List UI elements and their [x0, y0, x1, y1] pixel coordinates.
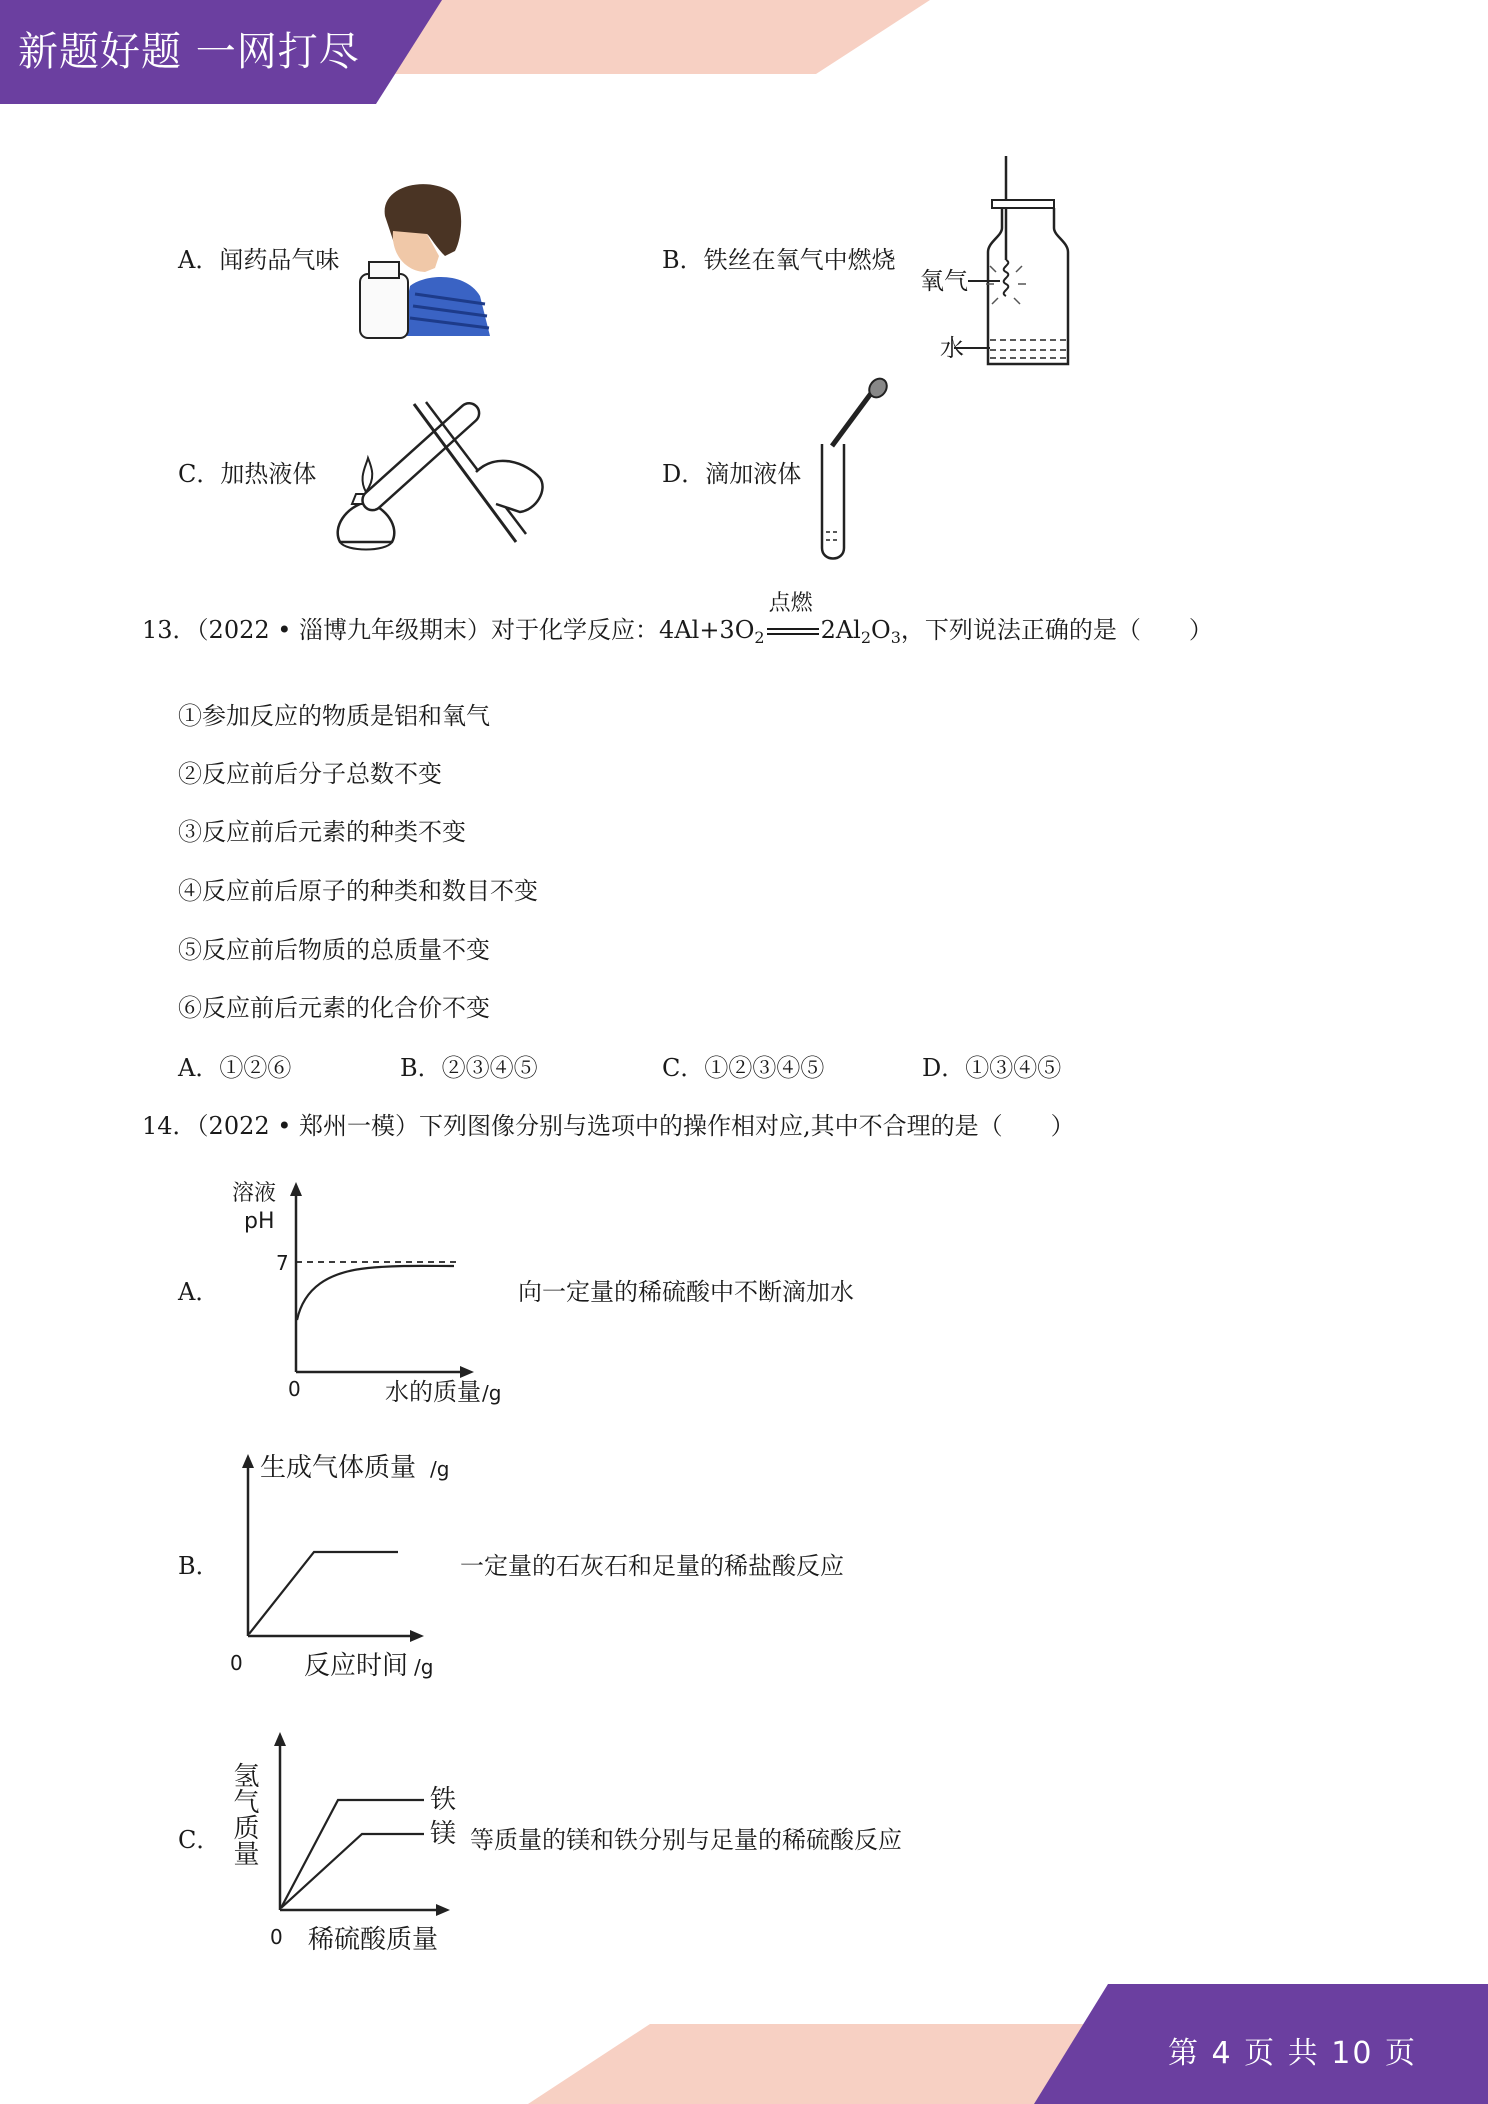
option-text: 加热液体 [220, 460, 317, 488]
q12-option-d [662, 458, 801, 490]
hand-icon [476, 461, 543, 512]
choice-text: ①②③④⑤ [704, 1054, 825, 1082]
y-axis-arrow-icon [290, 1182, 302, 1196]
x-axis-arrow-icon [436, 1904, 450, 1916]
origin-label: 0 [270, 1925, 283, 1949]
y-tick-label: 7 [276, 1251, 289, 1275]
question-source: （2022 • 郑州一模） [196, 1112, 420, 1140]
test-tube-icon [358, 399, 483, 514]
series-label-mg: 镁 [430, 1819, 457, 1849]
x-axis-unit: /g [414, 1655, 434, 1679]
option-letter: B． [662, 246, 704, 274]
choice-text: ①③④⑤ [965, 1054, 1062, 1082]
smelling-person-illustration [355, 176, 495, 346]
option-letter: D． [662, 460, 706, 488]
choice-letter: C． [662, 1054, 705, 1082]
q13-choice-b [400, 1052, 538, 1084]
x-axis-label: 水的质量 [385, 1378, 481, 1406]
q14-option-a-text: 向一定量的稀硫酸中不断滴加水 [518, 1278, 854, 1306]
equation-subscript: 2 [754, 628, 765, 647]
option-letter: A． [178, 246, 220, 274]
equation-arrow [765, 590, 821, 642]
q14-option-c-text: 等质量的镁和铁分别与足量的稀硫酸反应 [470, 1826, 902, 1854]
choice-text: ②③④⑤ [441, 1054, 538, 1082]
choice-letter: D． [922, 1054, 966, 1082]
option-text: 铁丝在氧气中燃烧 [703, 246, 896, 274]
series-line-fe [281, 1800, 424, 1908]
y-axis-arrow-icon [242, 1454, 254, 1468]
q13-choice-d [922, 1052, 1061, 1084]
iron-wire-burning-bottle-illustration [918, 152, 1078, 368]
header-title: 新题好题 一网打尽 [18, 29, 360, 75]
q13-statement-1: ①参加反应的物质是铝和氧气 [178, 702, 490, 730]
x-axis-label: 稀硫酸质量 [308, 1925, 439, 1955]
y-axis-arrow-icon [274, 1732, 286, 1746]
x-axis-label: 反应时间 [304, 1651, 409, 1681]
question-stem: 对于化学反应： [491, 616, 660, 644]
x-axis-arrow-icon [410, 1630, 424, 1642]
q13-statement-4: ④反应前后原子的种类和数目不变 [178, 877, 538, 905]
chart-a [228, 1170, 528, 1410]
choice-text: ①②⑥ [219, 1054, 292, 1082]
dropper-test-tube-illustration [812, 376, 902, 566]
series-label-fe: 铁 [430, 1785, 457, 1815]
x-axis-unit: /g [482, 1381, 502, 1405]
test-tube-icon [822, 444, 844, 559]
choice-letter: B． [400, 1054, 442, 1082]
q12-option-a [178, 244, 339, 276]
q14-stem [142, 1110, 1075, 1142]
option-text: 滴加液体 [705, 460, 802, 488]
y-axis-label: 溶液 [232, 1181, 277, 1206]
oxygen-label: 氧气 [920, 267, 968, 295]
series-line-mg [281, 1834, 424, 1908]
equation-subscript: 2 [860, 628, 872, 647]
q14-option-c-letter: C． [178, 1826, 221, 1854]
header-accent-stripe [358, 0, 930, 74]
choice-letter: A． [178, 1054, 220, 1082]
chart-c [226, 1722, 476, 1962]
equation-product: 2Al [820, 616, 861, 644]
y-axis-label: 氢气质量 [229, 1762, 259, 1866]
q14-option-b-text: 一定量的石灰石和足量的稀盐酸反应 [460, 1552, 844, 1580]
dropper-icon [832, 392, 872, 446]
y-axis-unit: /g [430, 1457, 450, 1481]
y-axis-label: 生成气体质量 [260, 1453, 417, 1483]
question-stem: ，下列说法正确的是（ ） [900, 616, 1213, 644]
q13-choice-c [662, 1052, 824, 1084]
option-letter: C． [178, 460, 221, 488]
question-number: 14． [142, 1112, 197, 1140]
footer-accent-stripe [528, 2024, 1120, 2104]
q14-option-b-letter: B． [178, 1552, 220, 1580]
q12-option-b [662, 244, 896, 276]
q13-statement-5: ⑤反应前后物质的总质量不变 [178, 936, 490, 964]
equation-reactants: 4Al+3O [659, 616, 755, 644]
origin-label: 0 [288, 1377, 301, 1401]
q13-statement-6: ⑥反应前后元素的化合价不变 [178, 994, 490, 1022]
reaction-condition: 点燃 [768, 590, 813, 616]
question-stem: 下列图像分别与选项中的操作相对应,其中不合理的是（ ） [419, 1112, 1075, 1140]
question-number: 13． [142, 616, 197, 644]
y-axis-label: pH [244, 1209, 275, 1234]
q13-statement-2: ②反应前后分子总数不变 [178, 760, 442, 788]
reagent-bottle-icon [360, 274, 408, 338]
q13-choice-a [178, 1052, 291, 1084]
wire-coil-icon [1004, 260, 1009, 296]
page-number: 第 4 页 共 10 页 [1168, 2036, 1417, 2071]
series-line [249, 1552, 398, 1634]
series-line [297, 1266, 454, 1320]
origin-label: 0 [230, 1651, 243, 1675]
water-label: 水 [940, 334, 964, 362]
x-axis-arrow-icon [460, 1366, 474, 1378]
q13-statement-3: ③反应前后元素的种类不变 [178, 818, 466, 846]
question-source: （2022 • 淄博九年级期末） [196, 616, 492, 644]
q13-stem [142, 590, 1213, 654]
option-text: 闻药品气味 [219, 246, 340, 274]
equation-subscript: 3 [890, 628, 901, 647]
q12-option-c [178, 458, 316, 490]
chart-b [222, 1444, 462, 1684]
heating-test-tube-illustration [326, 392, 546, 562]
equation-product: O [871, 616, 891, 644]
bottle-lid-icon [992, 200, 1054, 208]
q14-option-a-letter: A． [178, 1278, 220, 1306]
